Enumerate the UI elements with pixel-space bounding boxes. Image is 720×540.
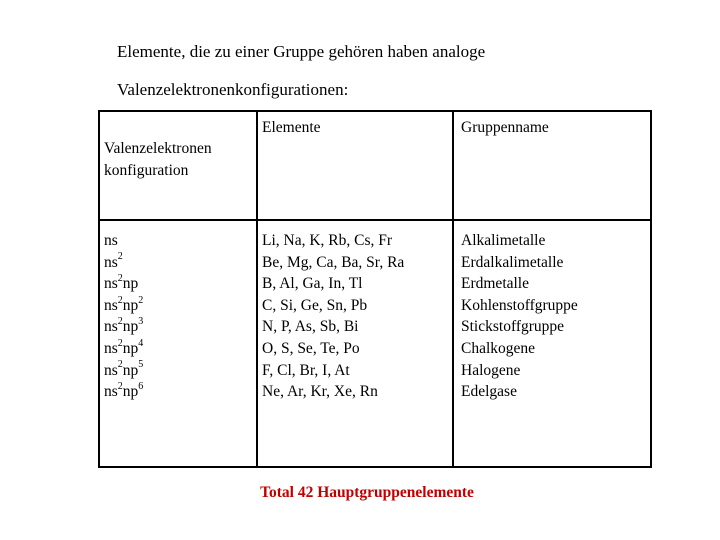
config-base: np xyxy=(122,275,139,293)
group-name-cell: Erdmetalle xyxy=(461,275,529,293)
config-base: np xyxy=(122,296,139,314)
elements-cell: N, P, As, Sb, Bi xyxy=(262,318,359,336)
config-exponent: 2 xyxy=(117,337,123,349)
group-name-column xyxy=(461,230,578,403)
config-exponent: 5 xyxy=(138,359,144,371)
configuration-cell xyxy=(104,273,143,295)
configuration-cell xyxy=(104,295,143,317)
group-name-cell: Halogene xyxy=(461,361,521,379)
header-configuration-line-1: Valenzelektronen xyxy=(104,140,212,157)
config-exponent: 2 xyxy=(117,381,123,392)
group-name-cell: Edelgase xyxy=(461,383,517,401)
elements-cell: B, Al, Ga, In, Tl xyxy=(262,275,363,293)
configuration-cell xyxy=(104,338,143,360)
config-exponent: 2 xyxy=(138,294,144,306)
configuration-cell xyxy=(104,360,143,382)
config-exponent: 2 xyxy=(117,316,123,328)
config-base: np xyxy=(122,383,139,401)
heading-line-2: Valenzelektronenkonfigurationen: xyxy=(117,80,349,99)
elements-cell: Be, Mg, Ca, Ba, Sr, Ra xyxy=(262,253,405,271)
total-note: Total 42 Hauptgruppenelemente xyxy=(260,484,474,501)
header-configuration xyxy=(104,138,212,181)
header-elements: Elemente xyxy=(262,119,321,136)
column-divider-1 xyxy=(256,112,258,466)
config-base: ns xyxy=(104,361,118,379)
config-base: ns xyxy=(104,275,118,293)
config-base: ns xyxy=(104,296,118,314)
elements-cell: Ne, Ar, Kr, Xe, Rn xyxy=(262,383,378,401)
config-exponent: 3 xyxy=(138,316,144,328)
config-exponent: 2 xyxy=(117,359,123,371)
configuration-cell xyxy=(104,316,143,338)
configuration-column xyxy=(104,230,143,403)
heading-line-1: Elemente, die zu einer Gruppe gehören haben analoge xyxy=(117,42,486,61)
config-exponent: 2 xyxy=(117,273,123,285)
config-exponent: 2 xyxy=(117,294,123,306)
config-base: ns xyxy=(104,253,118,271)
config-exponent: 4 xyxy=(138,337,144,349)
configuration-cell xyxy=(104,230,143,252)
config-base: ns xyxy=(104,232,118,249)
elements-cell: O, S, Se, Te, Po xyxy=(262,339,360,357)
header-groupname: Gruppenname xyxy=(461,119,549,136)
elements-cell: C, Si, Ge, Sn, Pb xyxy=(262,296,368,314)
elements-cell: Li, Na, K, Rb, Cs, Fr xyxy=(262,232,393,249)
config-base: ns xyxy=(104,318,118,336)
group-name-cell: Erdalkalimetalle xyxy=(461,253,564,271)
config-base: np xyxy=(122,318,139,336)
config-exponent: 6 xyxy=(138,381,144,392)
config-exponent: 2 xyxy=(117,251,123,263)
elements-column xyxy=(262,230,404,403)
elements-cell: F, Cl, Br, I, At xyxy=(262,361,350,379)
header-configuration-line-2: konfiguration xyxy=(104,161,189,179)
header-divider xyxy=(100,219,650,221)
config-base: np xyxy=(122,339,139,357)
configuration-cell xyxy=(104,252,143,274)
group-name-cell: Alkalimetalle xyxy=(461,232,546,249)
config-base: ns xyxy=(104,383,118,401)
configuration-cell xyxy=(104,381,143,403)
column-divider-2 xyxy=(452,112,454,466)
group-name-cell: Stickstoffgruppe xyxy=(461,318,565,336)
group-name-cell: Chalkogene xyxy=(461,339,536,357)
config-base: np xyxy=(122,361,139,379)
group-name-cell: Kohlenstoffgruppe xyxy=(461,296,578,314)
config-base: ns xyxy=(104,339,118,357)
